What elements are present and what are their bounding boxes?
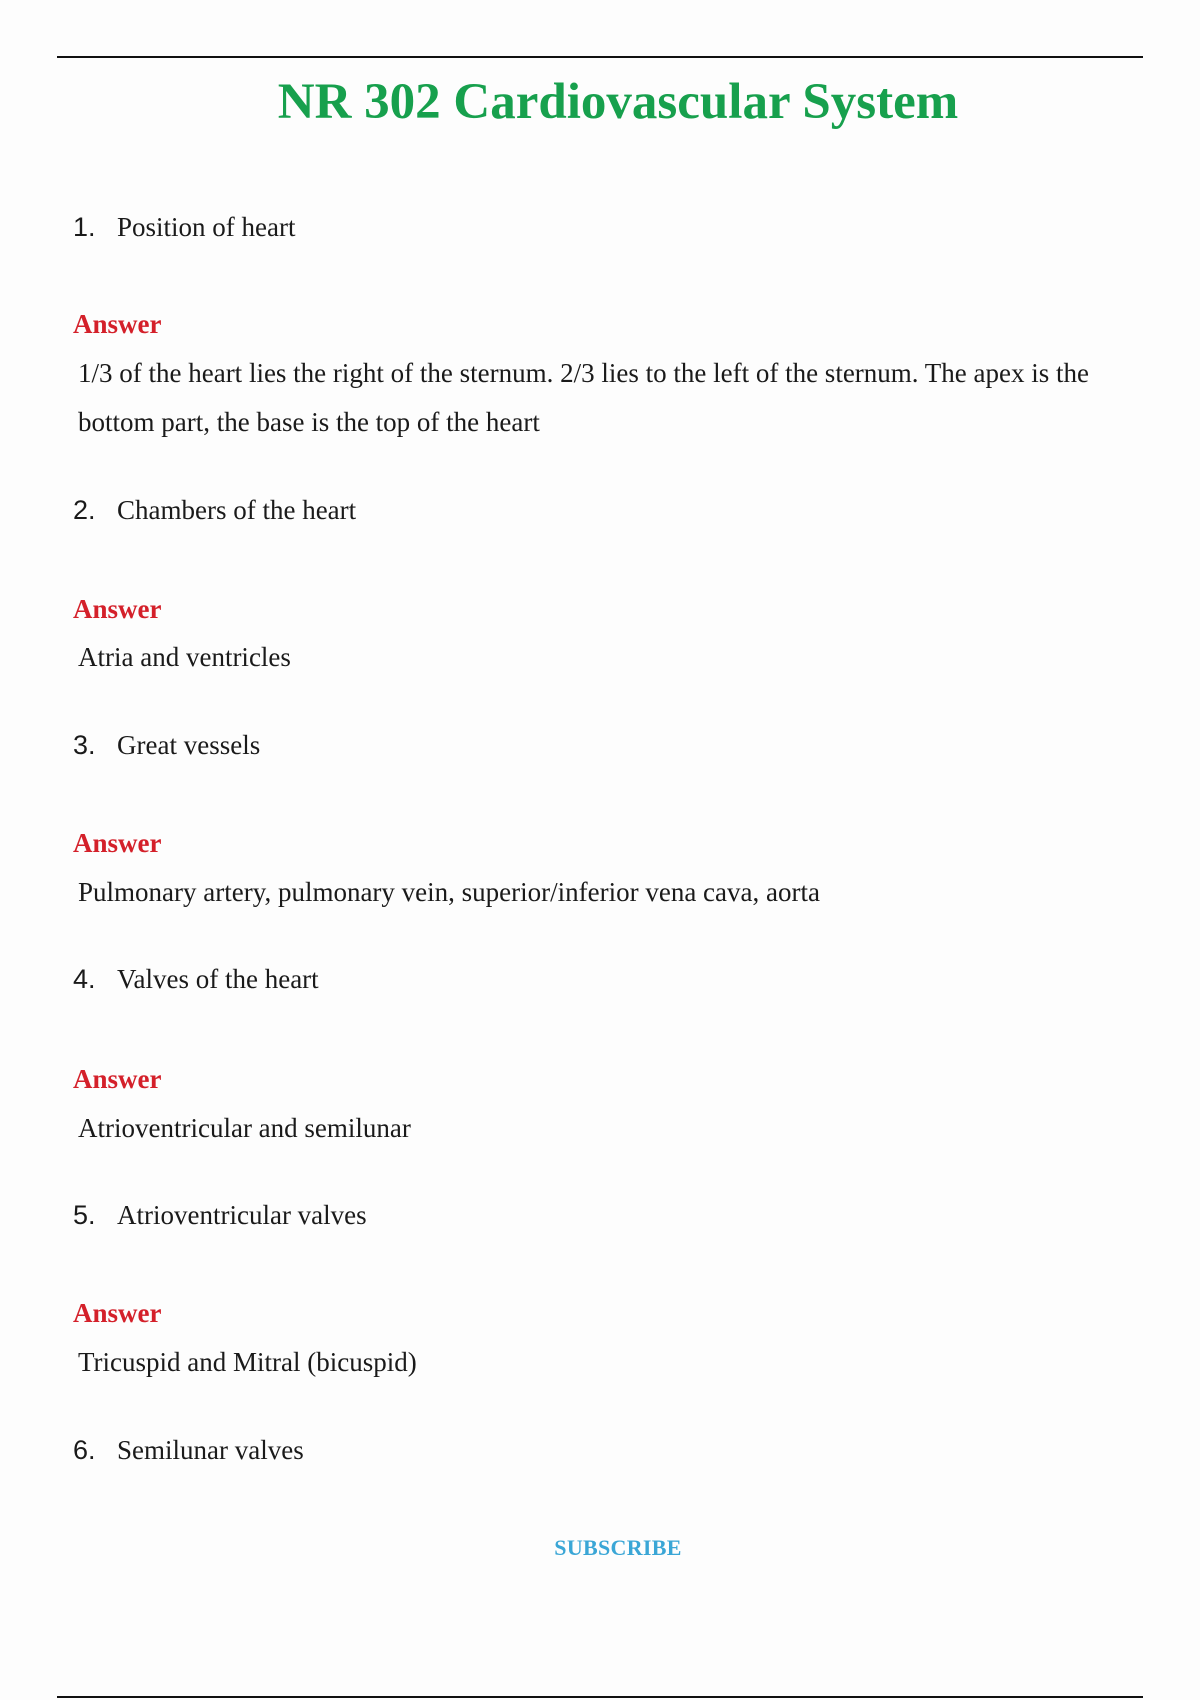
- question-number: 5.: [73, 1200, 96, 1230]
- question-item: [73, 1198, 367, 1232]
- question-item: [73, 728, 260, 762]
- question-number: 6.: [73, 1435, 96, 1465]
- answer-text: Pulmonary artery, pulmonary vein, superior/inferior vena cava, aorta: [78, 877, 820, 907]
- answer-text: Atrioventricular and semilunar: [78, 1113, 411, 1143]
- answer-text: Tricuspid and Mitral (bicuspid): [78, 1347, 417, 1377]
- question-number: 4.: [73, 964, 96, 994]
- answer-text: 1/3 of the heart lies the right of the sternum. 2/3 lies to the left of the sternum. The apex is the bottom part, the base is the top of the heart: [78, 358, 1089, 437]
- question-item: [73, 1433, 304, 1467]
- answer-label: Answer: [73, 594, 162, 624]
- bottom-rule: [57, 1696, 1143, 1698]
- question-item: [73, 962, 319, 996]
- answer-label: Answer: [73, 828, 162, 858]
- question-text: Atrioventricular valves: [117, 1200, 367, 1230]
- answer-label: Answer: [73, 1064, 162, 1094]
- question-number: 2.: [73, 495, 96, 525]
- page-title: NR 302 Cardiovascular System: [277, 74, 959, 130]
- question-text: Great vessels: [117, 730, 261, 760]
- question-text: Position of heart: [117, 212, 296, 242]
- question-text: Valves of the heart: [117, 964, 319, 994]
- answer-label: Answer: [73, 309, 162, 339]
- question-item: [73, 210, 295, 244]
- question-number: 3.: [73, 730, 96, 760]
- answer-label: Answer: [73, 1298, 162, 1328]
- question-text: Semilunar valves: [117, 1435, 304, 1465]
- question-number: 1.: [73, 212, 96, 242]
- question-text: Chambers of the heart: [117, 495, 357, 525]
- top-rule: [57, 56, 1143, 58]
- question-item: [73, 493, 356, 527]
- answer-text: Atria and ventricles: [78, 642, 291, 672]
- subscribe-link[interactable]: SUBSCRIBE: [554, 1535, 682, 1560]
